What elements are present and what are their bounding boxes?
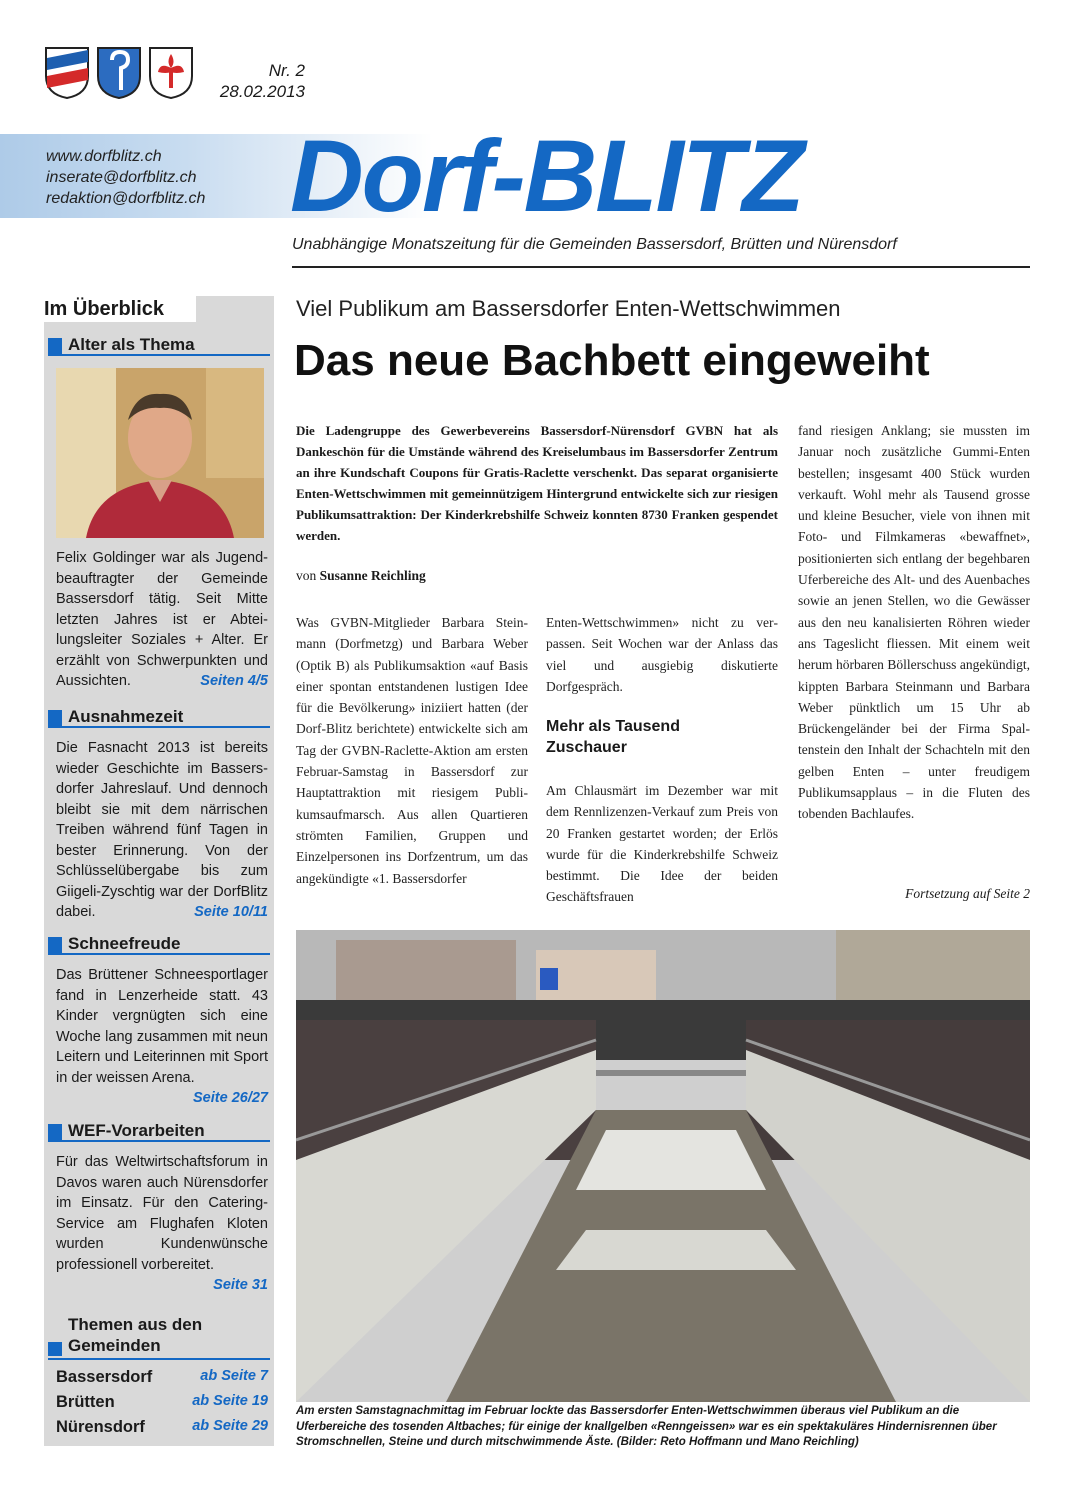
- section-heading-wef: WEF-Vorarbeiten: [48, 1120, 270, 1142]
- section-text-ausnahmezeit: Die Fasnacht 2013 ist bereits wieder Geschichte im Bassersdorfer Jahreslauf. Und dennoch bleibt sie mit dem närrischen Treiben während fünf Tagen in bester Erinnerung. Von der Schlüsselübergabe bis zum Giigeli-Zyschtig war der DorfBlitz dabei. Seite 10/11: [56, 738, 268, 923]
- municipal-crests: [44, 46, 194, 100]
- section-text-schneefreude: Das Brüttener Schneesportlager fand in Lenzerheide statt. 43 Kinder vergnügten sich eine Woche lang zusammen mit neun Leitern und Leiterinnen mit Sport in der weissen Arena. Seite 26/27: [56, 965, 268, 1109]
- article-lead: Die Ladengruppe des Gewerbevereins Bassersdorf-Nürensdorf GVBN hat als Dankeschön für die Umstände während des Kreiselumbaus im Bassersdorfer Zentrum an ihre Kundschaft Coupons für Gratis-Raclette verschenkt. Das separat organisierte Enten-Wettschwimmen mit gemeinnützigem Hintergrund entwickelte sich zur riesigen Publikumsattraktion: Der Kinderkrebshilfe Schweiz konnten 8730 Franken gespendet werden.: [296, 423, 778, 543]
- ads-email-link[interactable]: inserate@dorfblitz.ch: [46, 169, 197, 186]
- bruetten-crest-icon: [96, 46, 142, 100]
- author-name: Susanne Reichling: [319, 568, 426, 583]
- themen-row-bruetten[interactable]: Brütten ab Seite 19: [56, 1393, 268, 1411]
- article-column-1: Was GVBN-Mitglieder Barbara Steinmann (Dorfmetzg) und Barbara Weber (Optik B) als Publikumsaktion «auf Basis einer spontan entstandenen lustigen Idee für die Bevölkerung» iniziiert hatten (der Dorf-Blitz berichtete) entwickelte sich am Tag der GVBN-Raclette-Aktion am ersten Februar-Samstag in Bassersdorf zur Hauptattraktion mit riesigem Publikumsaufmarsch. Aus allen Quartieren strömten Familien, Gruppen und Einzelpersonen ins Dorfzentrum, um das angekündigte «1. Bassersdorfer: [296, 615, 528, 886]
- byline: von Susanne Reichling: [296, 568, 426, 583]
- page-ref-wef[interactable]: Seite 31: [213, 1277, 268, 1293]
- themen-row-bassersdorf[interactable]: Bassersdorf ab Seite 7: [56, 1368, 268, 1386]
- issue-info: [205, 60, 305, 102]
- portrait-photo: [56, 368, 264, 538]
- article-photo: [296, 930, 1030, 1402]
- header-divider: [292, 266, 1030, 268]
- article-kicker: Viel Publikum am Bassersdorfer Enten-Wettschwimmen: [296, 296, 841, 321]
- continuation-note[interactable]: Fortsetzung auf Seite 2: [905, 886, 1030, 901]
- page-ref-schneefreude[interactable]: Seite 26/27: [193, 1090, 268, 1106]
- contact-info: [46, 146, 205, 209]
- nuerensdorf-crest-icon: [148, 46, 194, 100]
- masthead-logo: Dorf-BLITZ: [290, 119, 803, 233]
- editorial-email-link[interactable]: redaktion@dorfblitz.ch: [46, 190, 206, 207]
- page-ref-ausnahmezeit[interactable]: Seite 10/11: [194, 904, 268, 920]
- sidebar-title: Im Überblick: [44, 296, 196, 322]
- section-heading-ausnahmezeit: Ausnahmezeit: [48, 706, 270, 728]
- section-heading-alter: Alter als Thema: [48, 334, 270, 356]
- tagline: Unabhängige Monatszeitung für die Gemeinden Bassersdorf, Brütten und Nürensdorf: [292, 236, 897, 253]
- bassersdorf-crest-icon: [44, 46, 90, 100]
- article-column-3: fand riesigen Anklang; sie mussten im Januar noch zusätzliche Gummi-Enten bestellen; insgesamt 400 Stück wurden verkauft. Wohl mehr als Tausend grosse und kleine Besucher, viele von ihnen mit Foto- und Filmkameras «bewaffnet», positionierten sich entlang der begehbaren Uferbereiche des Alt- und des Auenbaches sowie an jenen Stellen, wo die Gewässer aus den neu kanalisierten Röhren wieder ans Tageslicht fliessen. Mit einem weit herum hörbaren Böllerschuss angekündigt, kippten Barbara Steinmann und Barbara Weber pünktlich um 15 Uhr ab Brückengeländer bei der Firma Spaltenstein den Inhalt der Schachteln mit den gelben Enten – unter freudigem Publikumsapplaus – in die Fluten des tobenden Bachlaufes.: [798, 423, 1030, 822]
- themen-row-nuerensdorf[interactable]: Nürensdorf ab Seite 29: [56, 1418, 268, 1436]
- overview-sidebar: [44, 296, 274, 1446]
- website-link[interactable]: www.dorfblitz.ch: [46, 148, 162, 165]
- themen-heading: Themen aus den Gemeinden: [48, 1314, 270, 1360]
- article-subhead: Mehr als Tausend Zuschauer: [546, 718, 680, 756]
- page-ref-alter[interactable]: Seiten 4/5: [200, 673, 268, 689]
- article-headline: Das neue Bachbett eingeweiht: [294, 336, 930, 385]
- photo-caption: Am ersten Samstagnachmittag im Februar lockte das Bassersdorfer Enten-Wettschwimmen überaus viel Publikum an die Uferbereiche des tosenden Altbaches; für einige der knallgelben «Renngeissen» war es ein spektakuläres Hindernisrennen über Stromschnellen, Steine und durch mitschwimmende Äste. (Bilder: Reto Hoffmann und Mano Reichling): [296, 1405, 997, 1448]
- section-heading-schneefreude: Schneefreude: [48, 933, 270, 955]
- article-column-2b: Am Chlausmärt im Dezember war mit dem Rennlizenzen-Verkauf zum Preis von 20 Franken gestartet worden; der Erlös wurde für die Kinderkrebshilfe Schweiz bestimmt. Die Idee der beiden Geschäftsfrauen: [546, 783, 778, 905]
- section-text-wef: Für das Weltwirtschaftsforum in Davos waren auch Nürensdorfer im Einsatz. Für den Catering-Service am Flughafen Kloten wurden Kundenwünsche professionell vorbereitet. Seite 31: [56, 1152, 268, 1296]
- article-column-2a: Enten-Wettschwimmen» nicht zu verpassen. Seit Wochen war der Anlass das viel und ausgiebig diskutierte Dorfgespräch.: [546, 615, 778, 694]
- section-text-alter: Felix Goldinger war als Jugendbeauftragter der Gemeinde Bassersdorf tätig. Seit Mitte letzten Jahres ist er Abteilungsleiter Soziales + Alter. Er erzählt von Schwerpunkten und Aussichten. Seiten 4/5: [56, 548, 268, 692]
- issue-number: Nr. 2: [268, 61, 305, 80]
- issue-date: 28.02.2013: [219, 82, 305, 101]
